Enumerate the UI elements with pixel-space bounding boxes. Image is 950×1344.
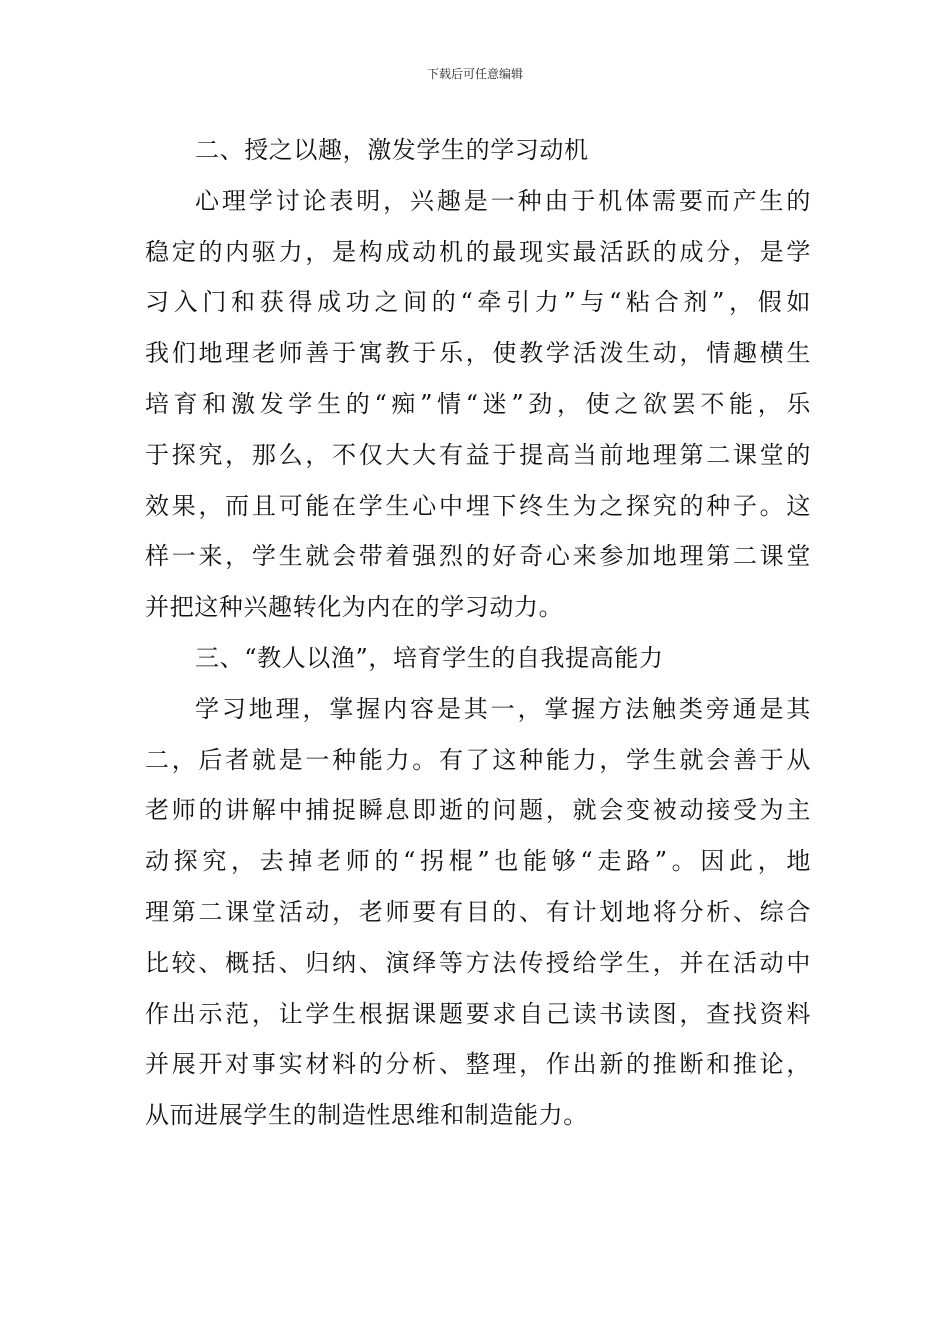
paragraph-line: 效果，而且可能在学生心中埋下终生为之探究的种子。这	[145, 491, 811, 520]
paragraph-line: 样一来，学生就会带着强烈的好奇心来参加地理第二课堂	[145, 542, 811, 571]
paragraph-line: 作出示范，让学生根据课题要求自己读书读图，查找资料	[145, 999, 811, 1028]
paragraph-line: 比较、概括、归纳、演绎等方法传授给学生，并在活动中	[145, 948, 811, 977]
document-body	[145, 125, 811, 1141]
paragraph-line: 二，后者就是一种能力。有了这种能力，学生就会善于从	[145, 745, 811, 774]
paragraph-line: 从而进展学生的制造性思维和制造能力。	[145, 1101, 588, 1130]
paragraph-line: 老师的讲解中捕捉瞬息即逝的问题，就会变被动接受为主	[145, 796, 811, 825]
paragraph-line: 稳定的内驱力，是构成动机的最现实最活跃的成分，是学	[145, 237, 811, 266]
section-heading-2: 二、授之以趣，激发学生的学习动机	[195, 136, 589, 164]
paragraph-line: 并展开对事实材料的分析、整理，作出新的推断和推论，	[145, 1050, 811, 1079]
paragraph-line: 我们地理老师善于寓教于乐，使教学活泼生动，情趣横生	[145, 339, 811, 368]
paragraph-line: 心理学讨论表明，兴趣是一种由于机体需要而产生的	[195, 186, 811, 215]
paragraph-line: 理第二课堂活动，老师要有目的、有计划地将分析、综合	[145, 897, 811, 926]
section-heading-3: 三、“教人以渔”，培育学生的自我提高能力	[195, 643, 664, 672]
paragraph-line: 动探究，去掉老师的“拐棍”也能够“走路”。因此，地	[145, 847, 811, 876]
paragraph-line: 并把这种兴趣转化为内在的学习动力。	[145, 593, 564, 622]
paragraph-line: 培育和激发学生的“痴”情“迷”劲，使之欲罢不能，乐	[145, 389, 811, 418]
paragraph-line: 学习地理，掌握内容是其一，掌握方法触类旁通是其	[195, 694, 811, 723]
paragraph-line: 习入门和获得成功之间的“牵引力”与“粘合剂”，假如	[145, 288, 811, 317]
paragraph-line: 于探究，那么，不仅大大有益于提高当前地理第二课堂的	[145, 440, 811, 469]
page-header-note: 下载后可任意编辑	[426, 67, 523, 81]
